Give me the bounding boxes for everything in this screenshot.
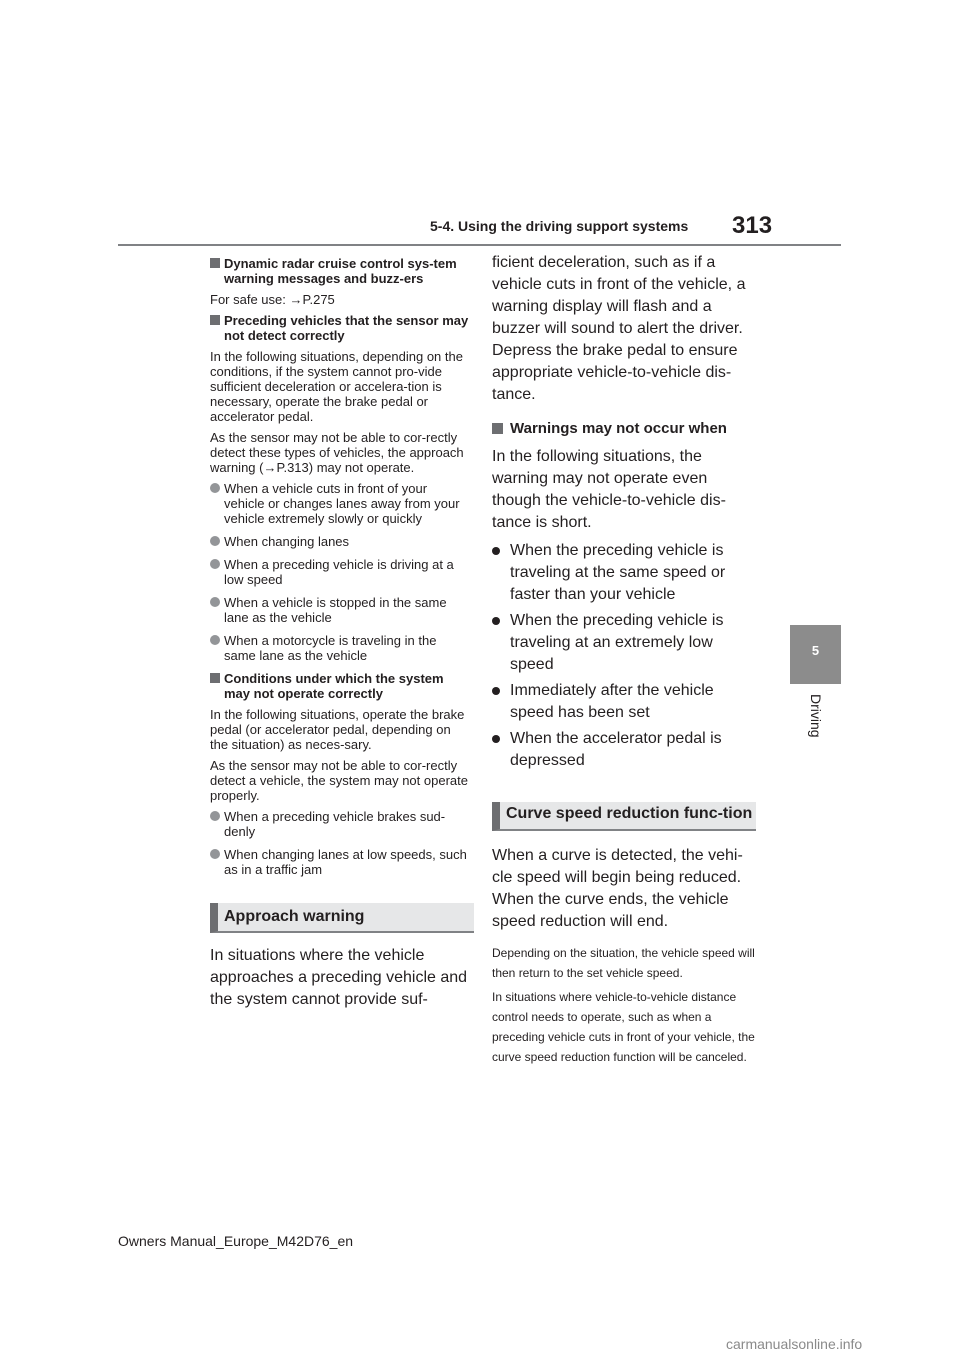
bullet-icon [492, 547, 500, 555]
circle-bullet-icon [210, 635, 220, 645]
header-divider [118, 244, 841, 246]
paragraph: In situations where the vehicle approaches a preceding vehicle and the system cannot provide suf- [210, 947, 468, 1008]
list-item: When a vehicle is stopped in the same lane as the vehicle [210, 595, 470, 625]
paragraph: ficient deceleration, such as if a vehicle cuts in front of the vehicle, a warning display will flash and a buzzer will sound to alert the driver. Depress the brake pedal to ensure appropriate vehicle-to-vehicle dis-tance. [492, 254, 746, 403]
list-item: When a preceding vehicle is driving at a low speed [210, 557, 470, 587]
square-bullet-icon [492, 423, 503, 434]
paragraph: In the following situations, the warning may not operate even though the vehicle-to-vehicle dis-tance is short. [492, 448, 726, 531]
circle-bullet-icon [210, 483, 220, 493]
list-item: Immediately after the vehicle speed has been set [492, 680, 757, 724]
circle-bullet-icon [210, 597, 220, 607]
section-title-approach-warning: Approach warning [210, 903, 474, 933]
paragraph: As the sensor may not be able to cor-rectly detect these types of vehicles, the approach warning (→P.313) may not operate. [210, 430, 464, 475]
paragraph: As the sensor may not be able to cor-rectly detect a vehicle, the system may not operate properly. [210, 758, 468, 803]
subheading: Dynamic radar cruise control sys-tem warning messages and buzz-ers [210, 256, 470, 286]
page-number: 313 [732, 212, 773, 239]
circle-bullet-icon [210, 811, 220, 821]
bullet-icon [492, 617, 500, 625]
circle-bullet-icon [210, 849, 220, 859]
section-header: 5-4. Using the driving support systems [430, 218, 689, 234]
note: Depending on the situation, the vehicle speed will then return to the set vehicle speed. [492, 946, 755, 980]
list-item: When changing lanes at low speeds, such as in a traffic jam [210, 847, 470, 877]
right-column [492, 252, 757, 1071]
bullet-icon [492, 687, 500, 695]
chapter-label: Driving [808, 694, 824, 738]
paragraph: In the following situations, operate the brake pedal (or accelerator pedal, depending on the situation) as neces-sary. [210, 707, 465, 752]
subheading: Conditions under which the system may not operate correctly [210, 671, 470, 701]
list-item: When a vehicle cuts in front of your vehicle or changes lanes away from your vehicle extremely slowly or quickly [210, 481, 470, 526]
list-item: When a preceding vehicle brakes sud-denly [210, 809, 470, 839]
list-item: When the preceding vehicle is traveling at the same speed or faster than your vehicle [492, 540, 757, 606]
square-bullet-icon [210, 315, 220, 325]
paragraph: For safe use: →P.275 [210, 292, 335, 307]
list-item: When the accelerator pedal is depressed [492, 728, 757, 772]
list-item: When changing lanes [210, 534, 470, 549]
list-item: When the preceding vehicle is traveling at an extremely low speed [492, 610, 757, 676]
square-bullet-icon [210, 673, 220, 683]
paragraph: In the following situations, depending on the conditions, if the system cannot pro-vide sufficient deceleration or accelera-tion is necessary, operate the brake pedal or accelerator pedal. [210, 349, 463, 424]
left-column [210, 256, 470, 1017]
circle-bullet-icon [210, 536, 220, 546]
manual-id: Owners Manual_Europe_M42D76_en [118, 1233, 354, 1249]
chapter-number: 5 [811, 643, 820, 658]
square-bullet-icon [210, 258, 220, 268]
list-item: When a motorcycle is traveling in the same lane as the vehicle [210, 633, 470, 663]
circle-bullet-icon [210, 559, 220, 569]
subheading: Warnings may not occur when [492, 418, 757, 440]
subheading: Preceding vehicles that the sensor may not detect correctly [210, 313, 470, 343]
bullet-icon [492, 735, 500, 743]
watermark: carmanualsonline.info [726, 1336, 863, 1352]
section-title-curve-speed: Curve speed reduction func-tion [492, 802, 756, 831]
note: In situations where vehicle-to-vehicle distance control needs to operate, such as when a preceding vehicle cuts in front of your vehicle, the curve speed reduction function will be canceled. [492, 990, 755, 1064]
paragraph: When a curve is detected, the vehi-cle speed will begin being reduced. When the curve ends, the vehicle speed reduction will end. [492, 847, 743, 930]
